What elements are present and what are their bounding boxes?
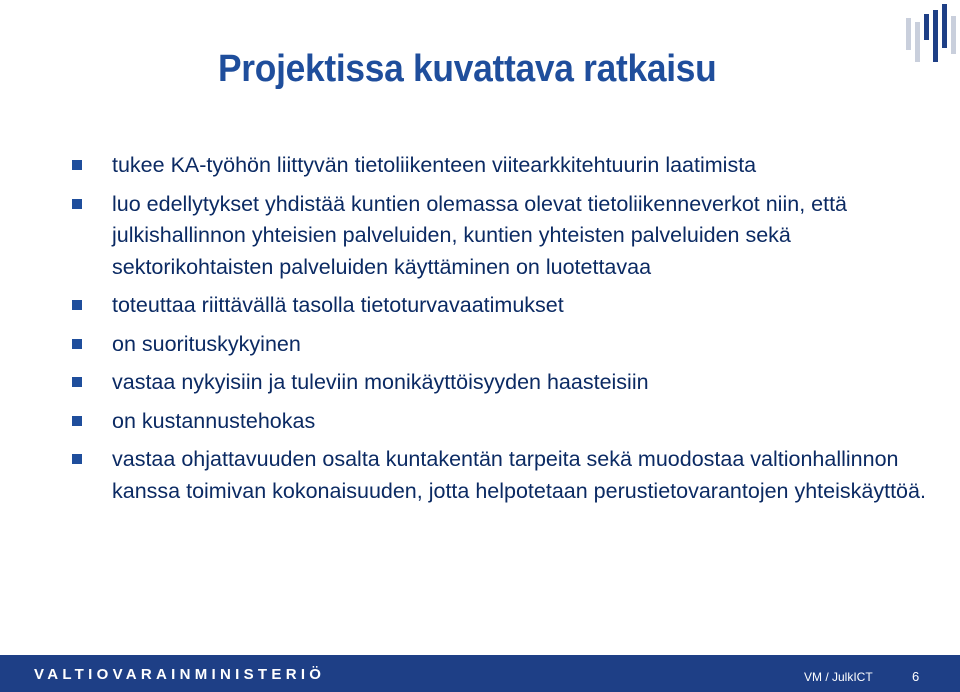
- organization-label: VM / JulkICT: [804, 670, 873, 684]
- bullet-item: [70, 150, 940, 182]
- square-bullet-icon: [72, 377, 82, 387]
- bullet-item: [70, 444, 940, 507]
- bullet-text: luo edellytykset yhdistää kuntien olemassa olevat tietoliikenneverkot niin, että julkishallinnon yhteisien palveluiden, kuntien yhteisten palveluiden sekä sektorikohtaisten palveluiden käyttäminen on luotettavaa: [112, 191, 847, 279]
- bullet-item: [70, 329, 940, 361]
- square-bullet-icon: [72, 454, 82, 464]
- bullet-item: [70, 406, 940, 438]
- bullet-item: [70, 189, 940, 284]
- bullet-text: on kustannustehokas: [112, 408, 316, 433]
- bullet-text: vastaa ohjattavuuden osalta kuntakentän tarpeita sekä muodostaa valtionhallinnon kanssa toimivan kokonaisuuden, jotta helpotetaan perustietovarantojen yhteiskäyttöä.: [112, 447, 926, 503]
- bullet-text: vastaa nykyisiin ja tuleviin monikäyttöisyyden haasteisiin: [112, 370, 649, 394]
- square-bullet-icon: [72, 339, 82, 349]
- bullet-item: [70, 290, 940, 322]
- bullet-list: [70, 150, 940, 514]
- square-bullet-icon: [72, 199, 82, 209]
- square-bullet-icon: [72, 300, 82, 310]
- page-number: 6: [912, 669, 920, 684]
- square-bullet-icon: [72, 416, 82, 426]
- square-bullet-icon: [72, 160, 82, 170]
- bullet-text: on suorituskykyinen: [112, 331, 301, 356]
- footer-bar: [0, 655, 960, 692]
- slide-title: Projektissa kuvattava ratkaisu: [218, 48, 717, 90]
- bullet-text: tukee KA-työhön liittyvän tietoliikenteen viitearkkitehtuurin laatimista: [112, 153, 757, 177]
- ministry-name: VALTIOVARAINMINISTERIÖ: [34, 666, 326, 683]
- bar-logo-icon: [904, 0, 960, 72]
- bullet-text: toteuttaa riittävällä tasolla tietoturvavaatimukset: [112, 293, 564, 317]
- bullet-item: [70, 367, 940, 399]
